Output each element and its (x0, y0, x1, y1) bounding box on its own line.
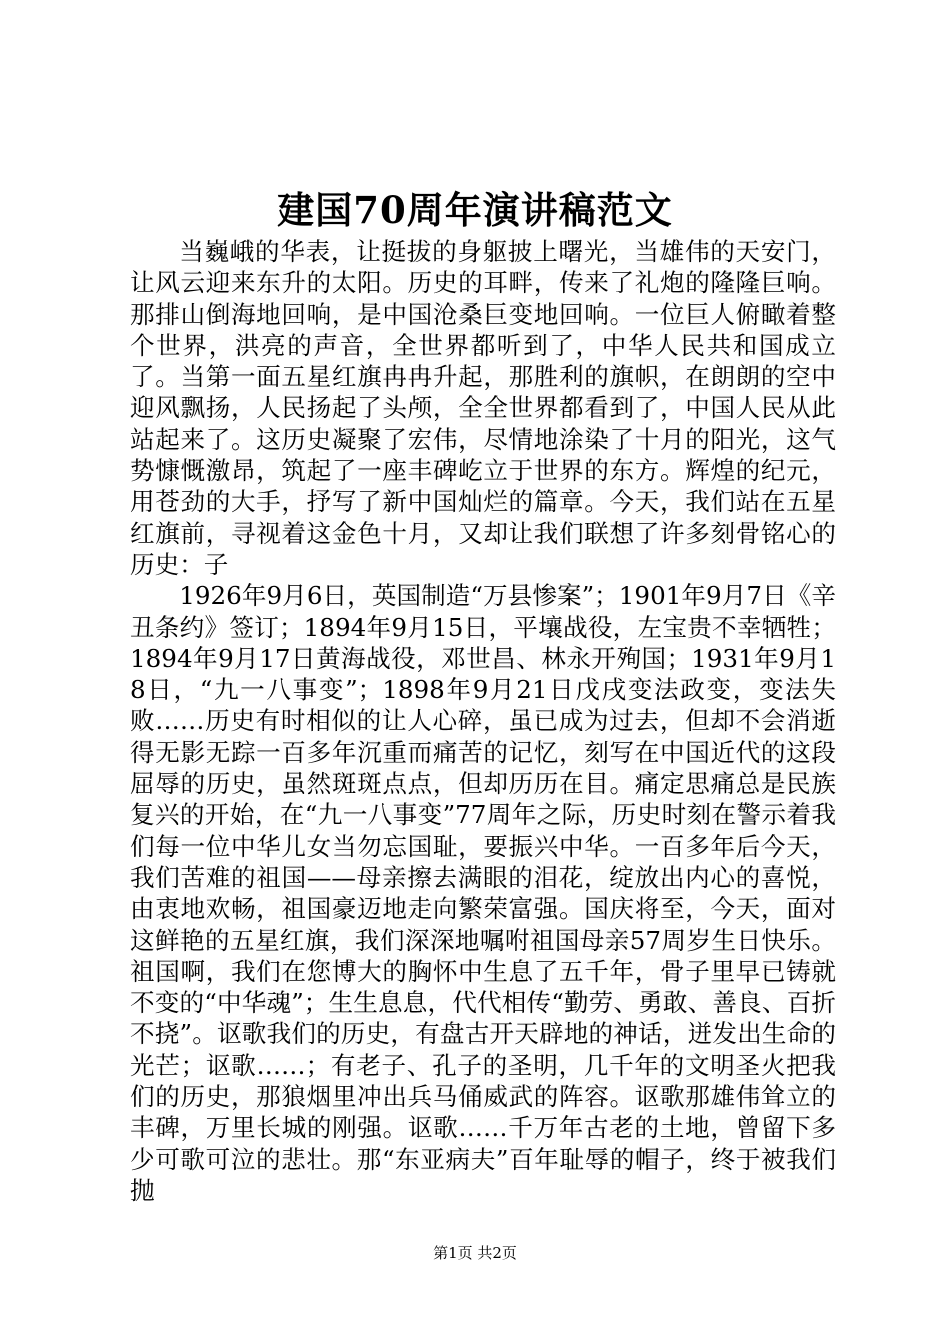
body-paragraph: 1926年9月6日，英国制造“万县惨案”；1901年9月7日《辛丑条约》签订；1894年9月15日，平壤战役，左宝贵不幸牺牲；1894年9月17日黄海战役，邓世昌、林永开殉国；1931年9月18日，“九一八事变”；1898年9月21日戊戌变法政变，变法失败……历史有时相似的让人心碎，虽已成为过去，但却不会消逝得无影无踪一百多年沉重而痛苦的记忆，刻写在中国近代的这段屈辱的历史，虽然斑斑点点，但却历历在目。痛定思痛总是民族复兴的开始，在“九一八事变”77周年之际，历史时刻在警示着我们每一位中华儿女当勿忘国耻，要振兴中华。一百多年后今天，我们苦难的祖国——母亲擦去满眼的泪花，绽放出内心的喜悦，由衷地欢畅，祖国豪迈地走向繁荣富强。国庆将至，今天，面对这鲜艳的五星红旗，我们深深地嘱咐祖国母亲57周岁生日快乐。祖国啊，我们在您博大的胸怀中生息了五千年，骨子里早已铸就不变的“中华魂”；生生息息，代代相传“勤劳、勇敢、善良、百折不挠”。讴歌我们的历史，有盘古开天辟地的神话，迸发出生命的光芒；讴歌……；有老子、孔子的圣明，几千年的文明圣火把我们的历史，那狼烟里冲出兵马俑威武的阵容。讴歌那雄伟耸立的丰碑，万里长城的刚强。讴歌……千万年古老的土地，曾留下多少可歌可泣的悲壮。那“东亚病夫”百年耻辱的帽子，终于被我们抛 (130, 581, 836, 1205)
body-paragraph: 当巍峨的华表，让挺拔的身躯披上曙光，当雄伟的天安门，让风云迎来东升的太阳。历史的耳畔，传来了礼炮的隆隆巨响。那排山倒海地回响，是中国沧桑巨变地回响。一位巨人俯瞰着整个世界，洪亮的声音，全世界都听到了，中华人民共和国成立了。当第一面五星红旗冉冉升起，那胜利的旗帜，在朗朗的空中迎风飘扬，人民扬起了头颅，全全世界都看到了，中国人民从此站起来了。这历史凝聚了宏伟，尽情地涂染了十月的阳光，这气势慷慨激昂，筑起了一座丰碑屹立于世界的东方。辉煌的纪元，用苍劲的大手，抒写了新中国灿烂的篇章。今天，我们站在五星红旗前，寻视着这金色十月，又却让我们联想了许多刻骨铭心的历史：子 (130, 237, 836, 579)
document-body (130, 236, 836, 1206)
document-title: 建国70周年演讲稿范文 (277, 188, 673, 232)
page-footer: 第1页 共2页 (433, 1244, 517, 1262)
